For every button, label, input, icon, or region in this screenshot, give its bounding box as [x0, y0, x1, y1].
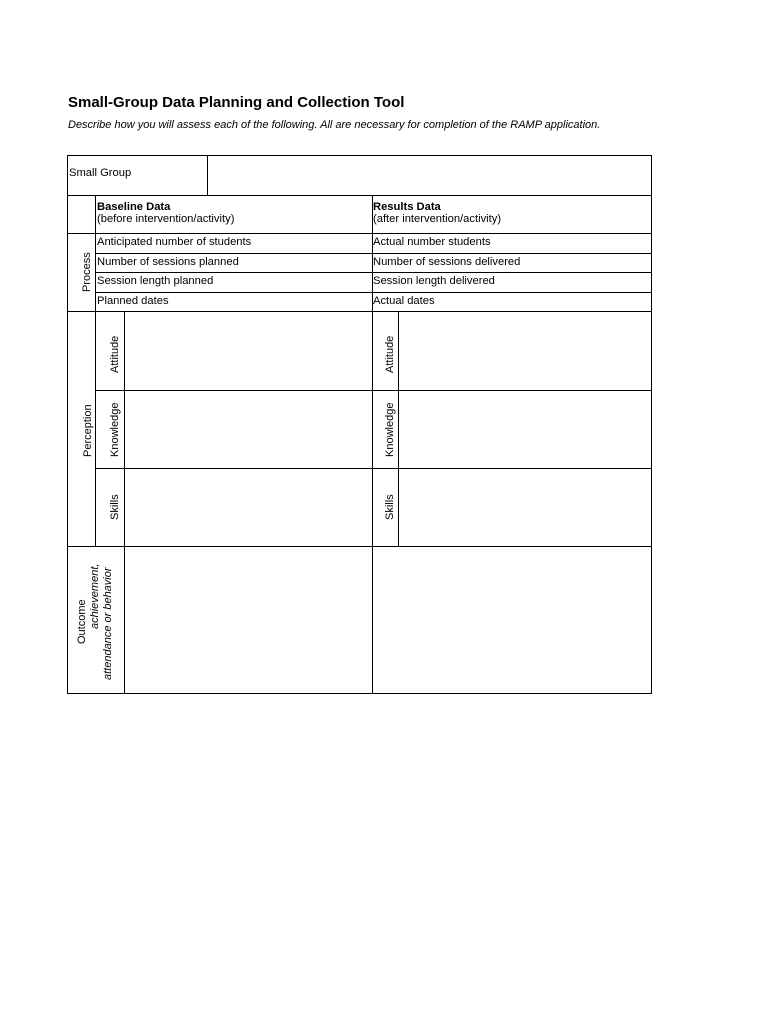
process-results-2: Session length delivered: [373, 275, 495, 287]
process-results-1: Number of sessions delivered: [373, 256, 521, 268]
divider: [95, 292, 652, 293]
divider: [95, 390, 652, 391]
process-baseline-0: Anticipated number of students: [97, 236, 252, 248]
attitude-label-results: Attitude: [384, 335, 396, 373]
results-subheading: (after intervention/activity): [373, 213, 502, 225]
perception-label: Perception: [82, 404, 94, 457]
baseline-heading: Baseline Data: [97, 201, 171, 213]
divider: [95, 272, 652, 273]
skills-label-baseline: Skills: [109, 494, 121, 520]
divider: [67, 195, 652, 196]
instructions-text: Describe how you will assess each of the following. All are necessary for completion of the RAMP application.: [68, 119, 601, 131]
knowledge-results-input[interactable]: [400, 392, 649, 466]
divider: [95, 468, 652, 469]
knowledge-label-results: Knowledge: [384, 402, 396, 457]
divider: [95, 253, 652, 254]
divider: [207, 155, 208, 195]
outcome-baseline-input[interactable]: [126, 548, 370, 692]
results-heading: Results Data: [373, 201, 441, 213]
divider: [398, 311, 399, 546]
outcome-label-line3: attendance or behavior: [102, 567, 114, 680]
knowledge-baseline-input[interactable]: [126, 392, 370, 466]
page-title: Small-Group Data Planning and Collection Tool: [68, 94, 405, 111]
process-label: Process: [81, 252, 93, 292]
process-baseline-2: Session length planned: [97, 275, 214, 287]
skills-baseline-input[interactable]: [126, 470, 370, 544]
small-group-input[interactable]: [209, 157, 649, 193]
outcome-label: Outcome: [76, 599, 88, 644]
divider: [95, 195, 96, 546]
outcome-results-input[interactable]: [374, 548, 649, 692]
attitude-results-input[interactable]: [400, 313, 649, 388]
knowledge-label-baseline: Knowledge: [109, 402, 121, 457]
process-results-3: Actual dates: [373, 295, 435, 307]
process-baseline-3: Planned dates: [97, 295, 169, 307]
divider: [67, 233, 652, 234]
divider: [124, 311, 125, 694]
attitude-baseline-input[interactable]: [126, 313, 370, 388]
process-results-0: Actual number students: [373, 236, 491, 248]
baseline-subheading: (before intervention/activity): [97, 213, 235, 225]
skills-label-results: Skills: [384, 494, 396, 520]
attitude-label-baseline: Attitude: [109, 335, 121, 373]
divider: [67, 546, 652, 547]
skills-results-input[interactable]: [400, 470, 649, 544]
outcome-label-line2: achievement,: [89, 563, 101, 629]
small-group-label: Small Group: [69, 167, 132, 179]
divider: [67, 311, 652, 312]
process-baseline-1: Number of sessions planned: [97, 256, 239, 268]
divider: [372, 195, 373, 694]
